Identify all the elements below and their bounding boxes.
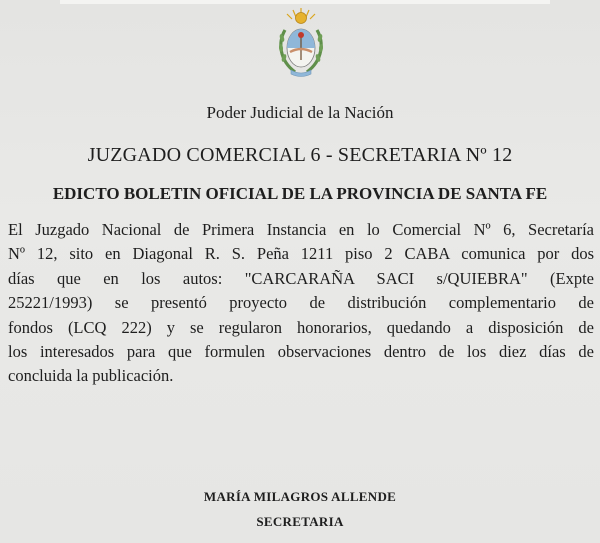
court-name: JUZGADO COMERCIAL 6 - SECRETARIA Nº 12 bbox=[87, 144, 513, 166]
body-line: días que en los autos: "CARCARAÑA SACI s/QUIEBRA" (Expte bbox=[8, 268, 594, 288]
body-line: El Juzgado Nacional de Primera Instancia en lo Comercial Nº 6, Secretaría bbox=[8, 220, 594, 239]
page-edge-strip bbox=[60, 0, 550, 4]
argentina-coat-of-arms-icon bbox=[275, 6, 327, 80]
body-line: fondos (LCQ 222) y se regularon honorarios, quedando a disposición de bbox=[8, 317, 594, 337]
edict-body bbox=[8, 218, 594, 389]
issuing-authority: Poder Judicial de la Nación bbox=[206, 103, 394, 122]
body-line: Nº 12, sito en Diagonal R. S. Peña 1211 piso 2 CABA comunica por dos bbox=[8, 244, 594, 264]
edict-title: EDICTO BOLETIN OFICIAL DE LA PROVINCIA DE SANTA FE bbox=[52, 184, 548, 203]
body-line: concluida la publicación. bbox=[8, 366, 174, 386]
body-line: 25221/1993) se presentó proyecto de distribución complementario de bbox=[8, 293, 594, 313]
sun-disc bbox=[296, 13, 307, 24]
body-line: los interesados para que formulen observaciones dentro de los diez días de bbox=[8, 341, 594, 361]
signer-role: SECRETARIA bbox=[256, 514, 344, 529]
signer-name: MARÍA MILAGROS ALLENDE bbox=[203, 489, 397, 504]
phrygian-cap bbox=[298, 32, 304, 38]
